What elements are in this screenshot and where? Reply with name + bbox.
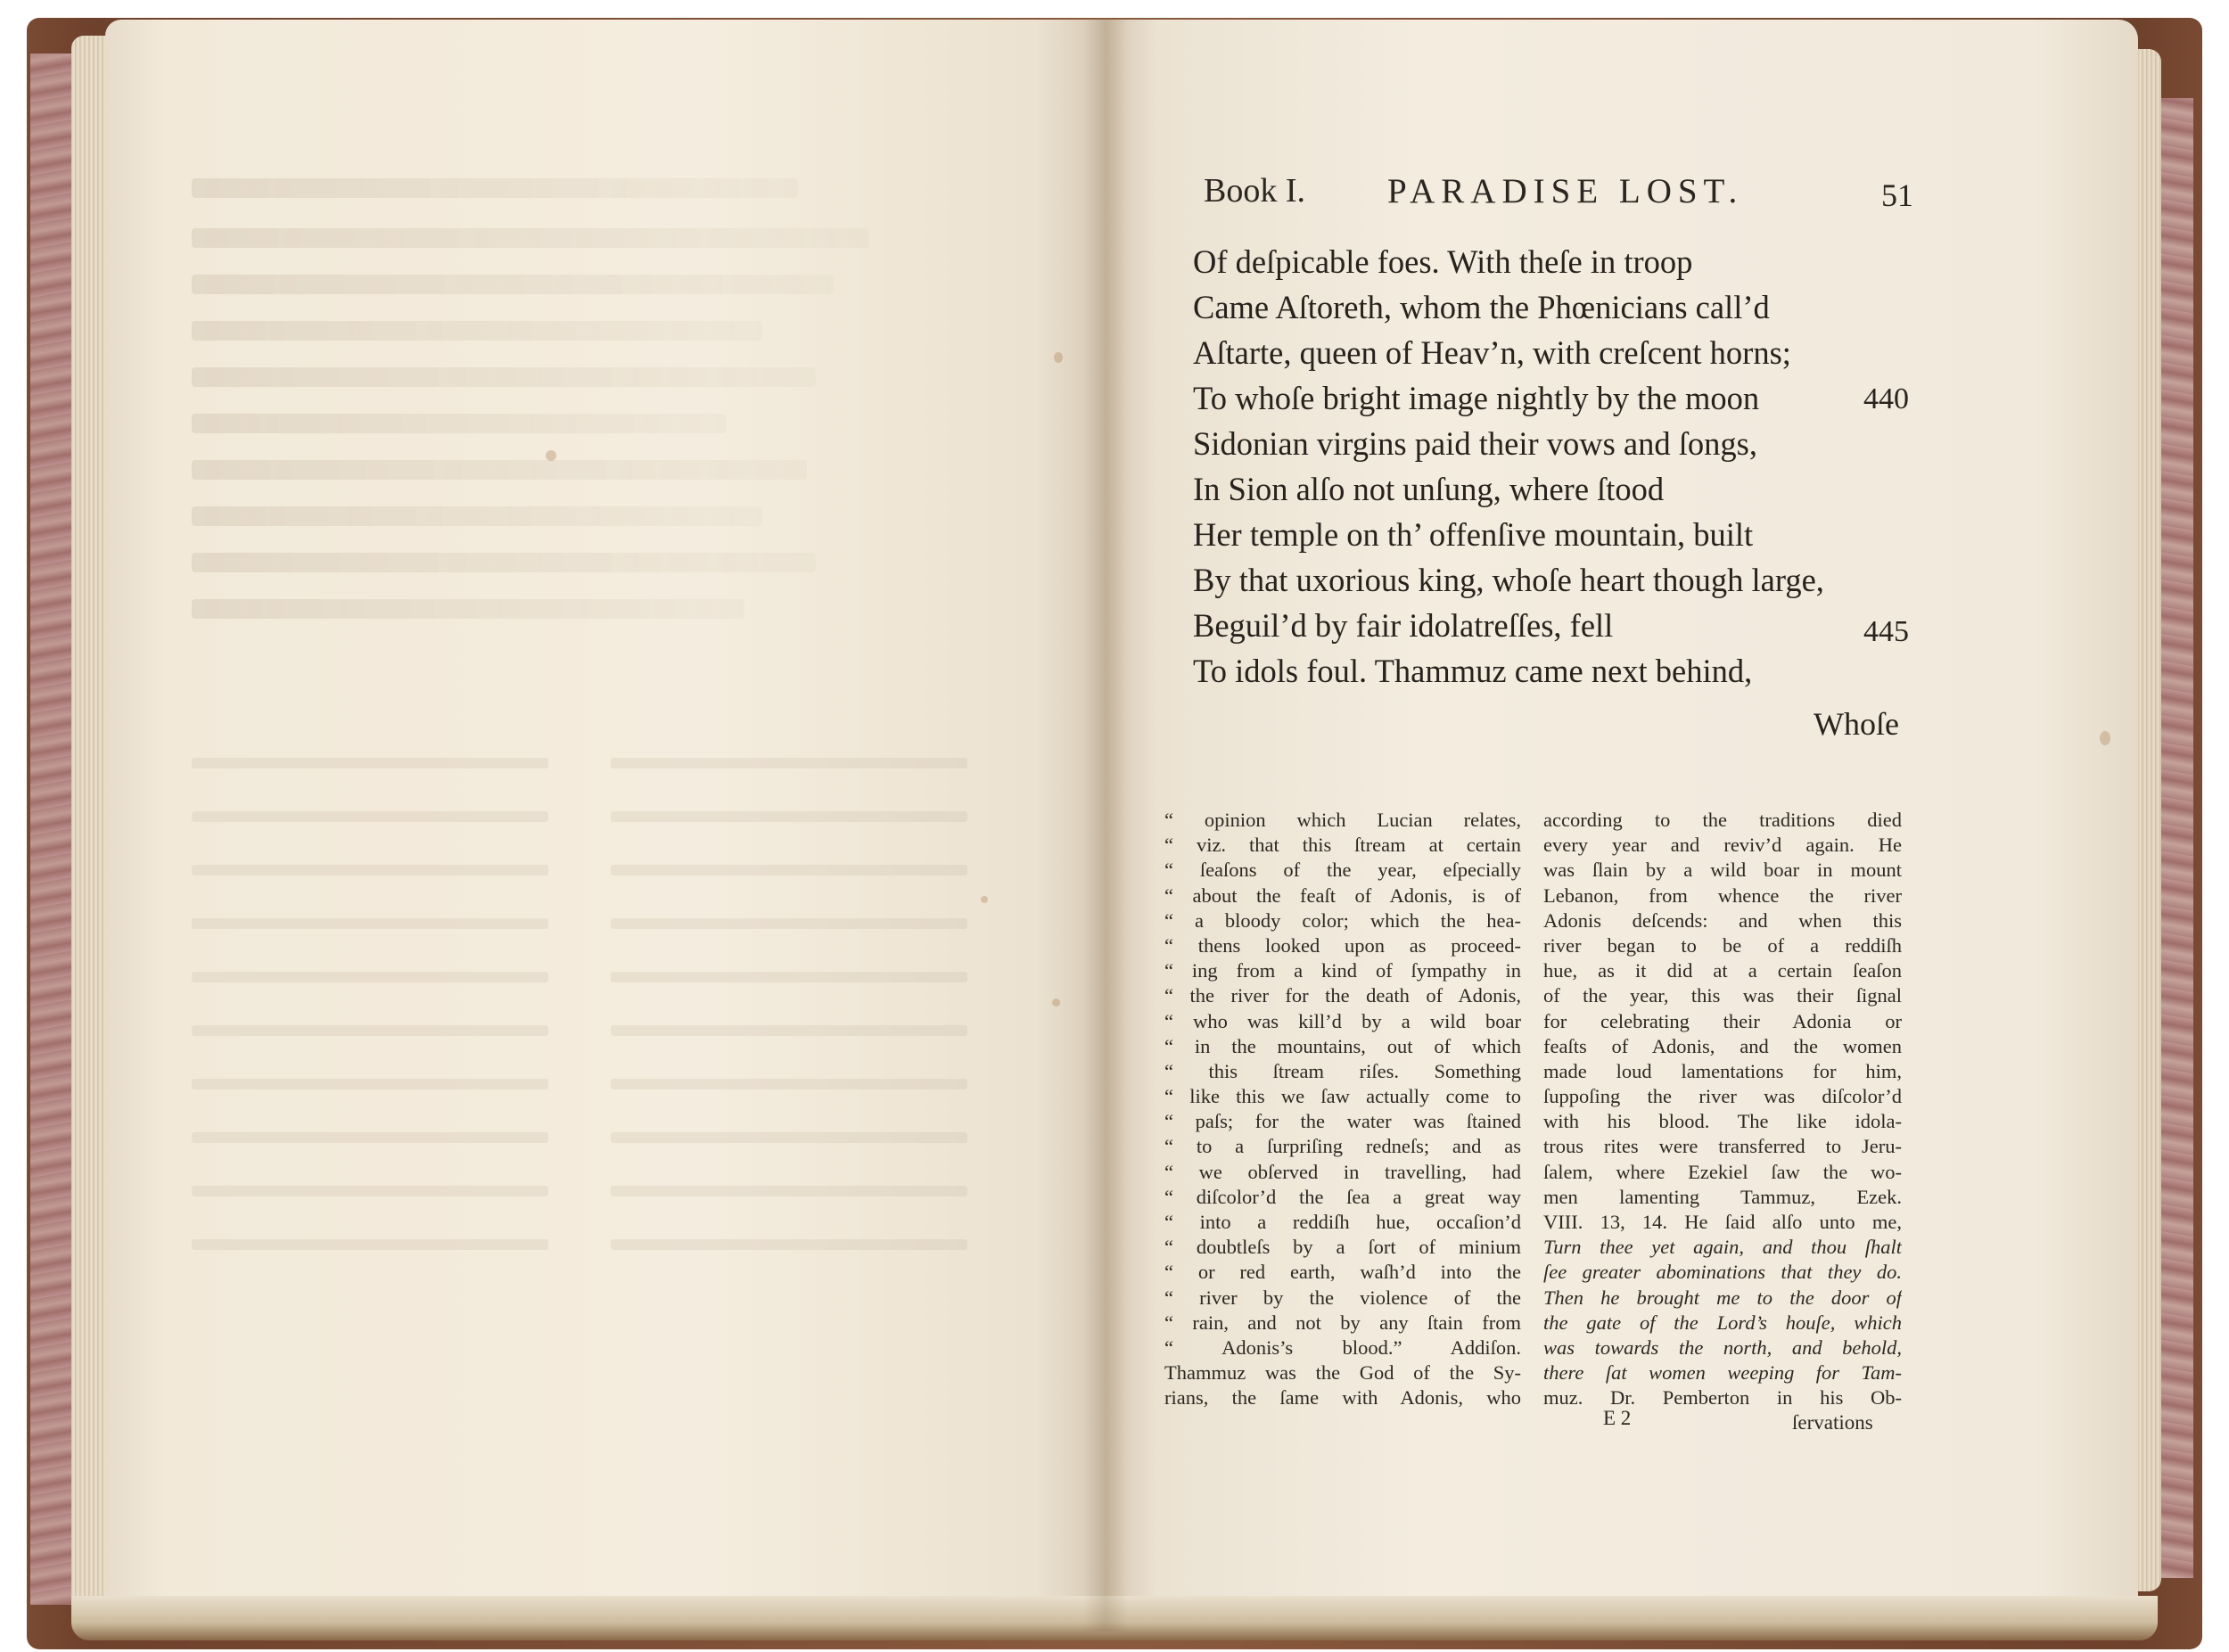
note-line: for celebrating their Adonia or <box>1543 1009 1902 1032</box>
note-line: “ doubtleſs by a ſort of minium <box>1164 1236 1521 1259</box>
foxing-spot <box>1052 999 1060 1007</box>
note-line: river began to be of a reddiſh <box>1543 933 1902 957</box>
verse-line: Sidonian virgins paid their vows and ſongs, <box>1193 425 1757 462</box>
foxing-spot <box>2100 731 2110 745</box>
verse-catchword: Whoſe <box>1814 706 1899 742</box>
note-line: “ who was kill’d by a wild boar <box>1164 1009 1521 1032</box>
page-number: 51 <box>1881 177 1913 213</box>
note-line: “ opinion which Lucian relates, <box>1164 809 1521 831</box>
note-line: feaſts of Adonis, and the women <box>1543 1034 1902 1057</box>
line-number: 445 <box>1863 615 1909 648</box>
verse-block <box>1193 242 1909 742</box>
note-line: “ into a reddiſh hue, occaſion’d <box>1164 1211 1521 1233</box>
foxing-spot <box>1054 352 1063 363</box>
note-line: “ river by the violence of the <box>1164 1286 1521 1309</box>
verse-line: Of deſpicable foes. With theſe in troop <box>1193 243 1693 280</box>
foxing-spot <box>546 450 556 461</box>
note-line: according to the traditions died <box>1543 809 1902 831</box>
note-line: VIII. 13, 14. He ſaid alſo unto me, <box>1543 1211 1902 1233</box>
note-line: “ ſeaſons of the year, eſpecially <box>1164 859 1521 882</box>
notes-catchword: ſervations <box>1792 1411 1873 1434</box>
verse-line: Came Aſtoreth, whom the Phœnicians call’d <box>1193 289 1770 325</box>
note-line: with his blood. The like idola- <box>1543 1110 1902 1133</box>
note-line: Lebanon, from whence the river <box>1543 884 1902 907</box>
notes-column-right <box>1543 808 1902 1411</box>
note-line: there ſat women weeping for Tam- <box>1543 1361 1902 1385</box>
book-label: Book I. <box>1204 172 1305 210</box>
signature-mark: E 2 <box>1603 1407 1632 1429</box>
note-line: “ thens looked upon as proceed- <box>1164 933 1521 957</box>
note-line: Thammuz was the God of the Sy- <box>1164 1361 1521 1385</box>
running-head <box>1204 171 1935 225</box>
note-line: “ a bloody color; which the hea- <box>1164 908 1521 932</box>
note-line: “ like this we ſaw actually come to <box>1164 1085 1521 1108</box>
note-line: Then he brought me to the door of <box>1543 1286 1902 1309</box>
note-line: “ the river for the death of Adonis, <box>1164 984 1521 1007</box>
verse-line: By that uxorious king, whoſe heart though large, <box>1193 562 1824 598</box>
gutter-shadow <box>1083 20 1128 1631</box>
note-line: Turn thee yet again, and thou ſhalt <box>1543 1236 1902 1259</box>
note-line: “ paſs; for the water was ſtained <box>1164 1110 1521 1133</box>
note-line: “ or red earth, waſh’d into the <box>1164 1261 1521 1284</box>
note-line: “ rain, and not by any ſtain from <box>1164 1311 1521 1334</box>
note-line: trous rites were transferred to Jeru- <box>1543 1135 1902 1158</box>
notes-column-left <box>1164 808 1521 1411</box>
note-line: every year and reviv’d again. He <box>1543 834 1902 857</box>
note-line: rians, the ſame with Adonis, who <box>1164 1386 1521 1410</box>
note-line: hue, as it did at a certain ſeaſon <box>1543 959 1902 982</box>
note-line: ſuppoſing the river was diſcolor’d <box>1543 1085 1902 1108</box>
note-line: ſee greater abominations that they do. <box>1543 1261 1902 1284</box>
verse-line: Aſtarte, queen of Heav’n, with creſcent horns; <box>1193 334 1791 371</box>
note-line: was ſlain by a wild boar in mount <box>1543 859 1902 882</box>
verse-line: Her temple on th’ offenſive mountain, built <box>1193 516 1754 553</box>
verse-line: To whoſe bright image nightly by the moon <box>1193 380 1760 416</box>
note-line: “ viz. that this ſtream at certain <box>1164 834 1521 857</box>
note-line: of the year, this was their ſignal <box>1543 984 1902 1007</box>
verse-line: In Sion alſo not unſung, where ſtood <box>1193 471 1665 507</box>
note-line: men lamenting Tammuz, Ezek. <box>1543 1185 1902 1208</box>
note-line: “ ing from a kind of ſympathy in <box>1164 959 1521 982</box>
running-title: PARADISE LOST. <box>1387 172 1744 210</box>
note-line: ſalem, where Ezekiel ſaw the wo- <box>1543 1160 1902 1183</box>
show-through-text <box>192 134 1021 1382</box>
note-line: the gate of the Lord’s houſe, which <box>1543 1311 1902 1334</box>
note-line: “ Adonis’s blood.” Addiſon. <box>1164 1336 1521 1359</box>
note-line: “ in the mountains, out of which <box>1164 1034 1521 1057</box>
left-page-edges <box>71 36 109 1614</box>
note-line: “ diſcolor’d the ſea a great way <box>1164 1185 1521 1208</box>
note-line: “ to a ſurpriſing redneſs; and as <box>1164 1135 1521 1158</box>
note-line: made loud lamentations for him, <box>1543 1059 1902 1082</box>
verse-line: Beguil’d by fair idolatreſſes, fell <box>1193 607 1614 644</box>
note-line: Adonis deſcends: and when this <box>1543 908 1902 932</box>
note-line: was towards the north, and behold, <box>1543 1336 1902 1359</box>
verse-line: To idols foul. Thammuz came next behind, <box>1193 653 1753 689</box>
line-number: 440 <box>1863 382 1909 415</box>
note-line: “ we obſerved in travelling, had <box>1164 1160 1521 1183</box>
note-line: muz. Dr. Pemberton in his Ob- <box>1543 1386 1902 1410</box>
note-line: “ this ſtream riſes. Something <box>1164 1059 1521 1082</box>
foxing-spot <box>981 896 988 903</box>
note-line: “ about the feaſt of Adonis, is of <box>1164 884 1521 907</box>
